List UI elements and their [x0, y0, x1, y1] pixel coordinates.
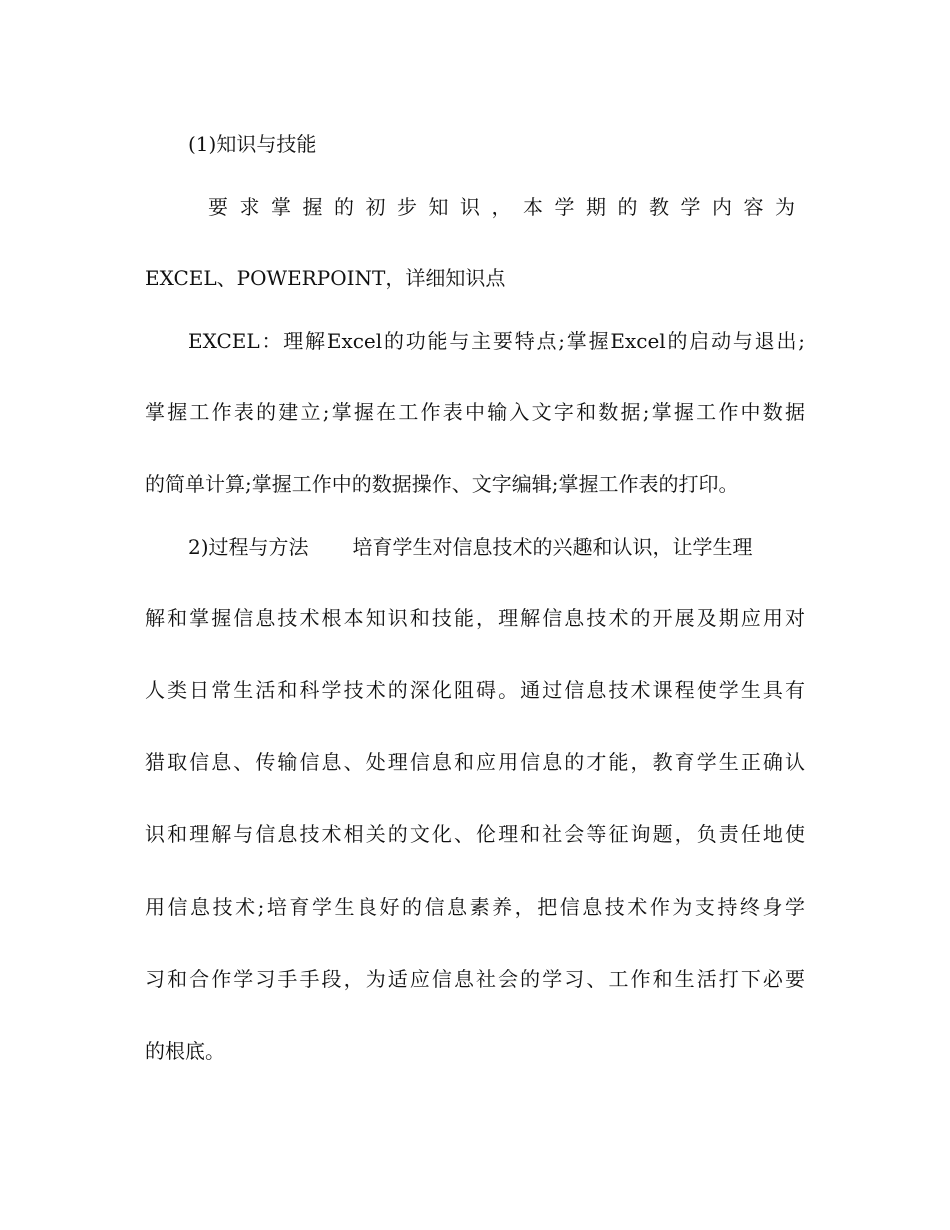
paragraph-line: 要求掌握的初步知识，本学期的教学内容为	[208, 195, 805, 219]
section-heading-process-methods: 2)过程与方法	[188, 535, 309, 559]
paragraph-line: 掌握工作表的建立;掌握在工作表中输入文字和数据;掌握工作中数据	[145, 400, 805, 424]
paragraph-line: 用信息技术;培育学生良好的信息素养，把信息技术作为支持终身学	[145, 895, 805, 919]
paragraph-text: 培育学生对信息技术的兴趣和认识，让学生理	[352, 535, 753, 559]
paragraph-line: EXCEL：理解Excel的功能与主要特点;掌握Excel的启动与退出;	[188, 329, 805, 353]
paragraph-line	[188, 533, 805, 561]
paragraph-line: 识和理解与信息技术相关的文化、伦理和社会等征询题，负责任地使	[145, 822, 805, 846]
paragraph-line: 猎取信息、传输信息、处理信息和应用信息的才能，教育学生正确认	[145, 750, 805, 774]
paragraph-line: 习和合作学习手手段，为适应信息社会的学习、工作和生活打下必要	[145, 967, 805, 991]
paragraph-line: 的根底。	[145, 1039, 225, 1063]
paragraph-line: 解和掌握信息技术根本知识和技能，理解信息技术的开展及期应用对	[145, 606, 805, 630]
section-heading-knowledge-skills: (1)知识与技能	[188, 132, 317, 156]
paragraph-line: EXCEL、POWERPOINT，详细知识点	[145, 266, 506, 290]
paragraph-line: 人类日常生活和科学技术的深化阻碍。通过信息技术课程使学生具有	[145, 678, 805, 702]
paragraph-line: 的简单计算;掌握工作中的数据操作、文字编辑;掌握工作表的打印。	[145, 472, 739, 496]
